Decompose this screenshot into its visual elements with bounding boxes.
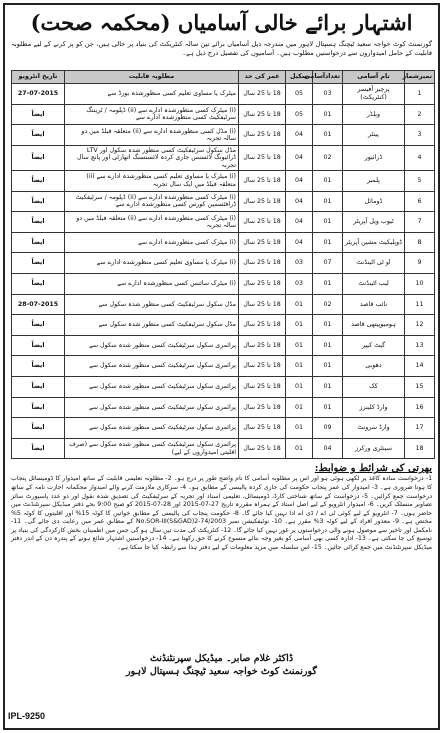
table-row <box>12 418 435 439</box>
row-qualification: (i) میٹرک یا مساوی تعلیم کسی منظورشدہ ادارے سے (ii) متعلقہ فیلڈ میں ایک سال تجربہ <box>65 171 239 192</box>
row-scale: 01 <box>286 294 313 315</box>
ipl-code: IPL-9250 <box>8 711 46 721</box>
row-post: پینٹر <box>343 125 405 146</box>
row-age: 18 تا 25 سال <box>239 418 286 439</box>
row-serial: 6 <box>405 191 435 212</box>
row-count: 01 <box>313 171 343 192</box>
row-qualification: پرائمری سکول سرٹیفکیٹ کسی منظور شدہ سکول سے <box>65 418 239 439</box>
row-qualification: (i) میٹرک سائنس کسی منظورشدہ ادارے سے <box>65 273 239 294</box>
table-row <box>12 397 435 418</box>
row-serial: 16 <box>405 397 435 418</box>
row-post: وارڈ سرونٹ <box>343 418 405 439</box>
row-age: 18 تا 25 سال <box>239 356 286 377</box>
row-qualification: مڈل سکول سرٹیفکیٹ کسی منظور شدہ سکول اور LTV ڈرائیونگ لائسنس جاری کردہ لائسنسنگ اتھارٹی اور پانچ سال تجربہ <box>65 145 239 170</box>
row-serial: 5 <box>405 171 435 192</box>
row-qualification: (i) میٹرک یا مساوی تعلیم کسی منظورشدہ ادارے سے <box>65 253 239 274</box>
row-serial: 8 <box>405 232 435 253</box>
row-post: ویلڈر <box>343 104 405 125</box>
row-interview-date: ایضاً <box>12 212 65 233</box>
row-age: 18 تا 25 سال <box>239 84 286 105</box>
row-count: 01 <box>313 376 343 397</box>
row-post: لیب اٹینڈنٹ <box>343 273 405 294</box>
row-interview-date: ایضاً <box>12 232 65 253</box>
row-serial: 4 <box>405 145 435 170</box>
table-row <box>12 191 435 212</box>
row-qualification: پرائمری سکول سرٹیفکیٹ کسی منظور شدہ سکول سے <box>65 376 239 397</box>
row-post: پلمبر <box>343 171 405 192</box>
row-serial: 9 <box>405 253 435 274</box>
table-row <box>12 145 435 170</box>
row-qualification: پرائمری سکول سرٹیفکیٹ کسی منظور شدہ سکول سے (صرف اقلیتی امیدواروں کے لیے) <box>65 438 239 459</box>
row-qualification: (i) میٹرک کسی منظورشدہ ادارے سے (ii) ڈپلومہ / ٹریننگ سرٹیفکیٹ کسی منظورشدہ ادارے سے <box>65 104 239 125</box>
row-post: نائب قاصد <box>343 294 405 315</box>
table-row <box>12 273 435 294</box>
header-age: عمر کی حد <box>239 71 286 84</box>
row-serial: 2 <box>405 104 435 125</box>
row-count: 09 <box>313 418 343 439</box>
row-post: ہومیوپیتھی قاصد <box>343 315 405 336</box>
row-qualification: (i) میٹرک کسی منظورشدہ ادارے سے (ii) متعلقہ فیلڈ میں دو سالہ تجربہ <box>65 212 239 233</box>
signature-name: ڈاکٹر غلام صابر۔ میڈیکل سپرنٹنڈنٹ <box>149 653 294 665</box>
row-scale: 01 <box>286 418 313 439</box>
row-interview-date: ایضاً <box>12 145 65 170</box>
row-interview-date: 27-07-2015 <box>12 84 65 105</box>
row-count: 04 <box>313 438 343 459</box>
row-qualification: مڈل سکول سرٹیفکیٹ کسی منظور شدہ سکول سے <box>65 315 239 336</box>
row-age: 18 تا 25 سال <box>239 397 286 418</box>
row-age: 18 تا 25 سال <box>239 315 286 336</box>
row-count: 01 <box>313 191 343 212</box>
row-age: 18 تا 25 سال <box>239 438 286 459</box>
row-serial: 13 <box>405 335 435 356</box>
row-count: 01 <box>313 356 343 377</box>
row-qualification: (i) میٹرک کسی منظورشدہ ادارے سے (ii) ڈپلومہ / سرٹیفکیٹ ڈرافٹسمین کورس کسی منظورشدہ ادارے سے <box>65 191 239 212</box>
table-row <box>12 253 435 274</box>
row-age: 18 تا 25 سال <box>239 232 286 253</box>
row-count: 02 <box>313 145 343 170</box>
row-age: 18 تا 25 سال <box>239 376 286 397</box>
row-post: ٹیوب ویل آپریٹر <box>343 212 405 233</box>
row-qualification: مڈل سکول سرٹیفکیٹ کسی منظور شدہ سکول سے <box>65 294 239 315</box>
row-scale: 01 <box>286 397 313 418</box>
vacancies-table <box>11 70 435 459</box>
row-interview-date: ایضاً <box>12 253 65 274</box>
row-scale: 01 <box>286 356 313 377</box>
row-scale: 01 <box>286 438 313 459</box>
row-age: 18 تا 25 سال <box>239 273 286 294</box>
row-serial: 17 <box>405 418 435 439</box>
row-interview-date: ایضاً <box>12 104 65 125</box>
table-row <box>12 84 435 105</box>
row-age: 18 تا 25 سال <box>239 294 286 315</box>
row-interview-date: ایضاً <box>12 438 65 459</box>
row-qualification: پرائمری سکول سرٹیفکیٹ کسی منظور شدہ سکول سے <box>65 356 239 377</box>
terms-title: بھرتی کی شرائط و ضوابط: <box>314 463 432 475</box>
table-row <box>12 438 435 459</box>
row-interview-date: ایضاً <box>12 171 65 192</box>
terms-text: 1- درخواست سادہ کاغذ پر لکھی ہوئی ہو اور اس پر مطلوبہ آسامی کا نام واضح طور پر درج ہو۔ 2- مطلوبہ تعلیمی قابلیت کے ساتھ امیدوار کا ڈومیسائل پنجاب کا ہونا ضروری ہے۔ 3- امیدوار کی عمر پنجاب حکومت کی جاری کردہ پالیسی کے مطابق ہو۔ 4- سرکاری ملازمت کرنے والے امیدوار محکمانہ اجازت نامہ کے ساتھ درخواست جمع کرائیں۔ 5- درخواست کے ساتھ شناختی کارڈ، ڈومیسائل، تعلیمی اسناد اور تجربہ کے سرٹیفکیٹ کی تصدیق شدہ نقول اور دو عدد پاسپورٹ سائز تصاویر منسلک کریں۔ 6- امیدوار انٹرویو کے لیے اصل اسناد کے ہمراہ مقررہ تاریخ 27-07-2015 اور 28-07-2015 کو صبح 9:00 بجے دفتر میڈیکل سپرنٹنڈنٹ میں حاضر ہوں۔ 7- انٹرویو کے لیے کوئی ٹی اے / ڈی اے ادا نہیں کیا جائے گا۔ 8- حکومت پنجاب کی پالیسی کے مطابق خواتین کا کوٹہ 15% اور اقلیتوں کا کوٹہ 5% مختص ہے۔ 9- معذور افراد کے لیے کوٹہ 3% مقرر ہے۔ 10- نوٹیفکیشن نمبر No.SOR-III(S&GAD)2-74/2003 کے مطابق عمر میں رعایت دی جائے گی۔ 11- نامکمل اور تاخیر سے موصول ہونے والی درخواستوں پر غور نہیں کیا جائے گا۔ 12- کنٹریکٹ کی مدت تین سال ہو گی جس میں اطمینان بخش کارکردگی کی بنیاد پر توسیع کی جا سکتی ہے۔ 13- ادارہ کسی بھی آسامی کو بغیر وجہ بتائے منسوخ کرنے کا حق رکھتا ہے۔ 14- درخواستیں اشتہار شائع ہونے کے پندرہ دن کے اندر دفتر میڈیکل سپرنٹنڈنٹ میں جمع کرائی جائیں۔ 15- اس سلسلہ میں مزید معلومات کے لیے دفتر ہذا سے رابطہ کیا جا سکتا ہے۔ <box>11 475 432 552</box>
row-qualification: (i) مڈل کسی منظورشدہ ادارے سے (ii) متعلقہ فیلڈ میں دو سالہ تجربہ <box>65 125 239 146</box>
row-count: 01 <box>313 397 343 418</box>
table-row <box>12 212 435 233</box>
row-age: 18 تا 25 سال <box>239 104 286 125</box>
row-scale: 04 <box>286 212 313 233</box>
row-post: گیٹ کیپر <box>343 335 405 356</box>
header-scale: سکیل <box>286 71 313 84</box>
row-interview-date: ایضاً <box>12 376 65 397</box>
header-serial: نمبرشمار <box>405 71 435 84</box>
row-serial: 1 <box>405 84 435 105</box>
row-interview-date: ایضاً <box>12 125 65 146</box>
row-post: ڈرائیور <box>343 145 405 170</box>
row-scale: 04 <box>286 125 313 146</box>
table-row <box>12 335 435 356</box>
header-qualification: مطلوبہ قابلیت <box>65 71 239 84</box>
row-scale: 01 <box>286 376 313 397</box>
row-count: 01 <box>313 125 343 146</box>
row-post: دھوبی <box>343 356 405 377</box>
table-row <box>12 104 435 125</box>
row-qualification: (i) میٹرک کسی منظورشدہ ادارے سے <box>65 232 239 253</box>
row-scale: 01 <box>286 315 313 336</box>
row-serial: 3 <box>405 125 435 146</box>
row-count: 01 <box>313 212 343 233</box>
table-row <box>12 232 435 253</box>
row-interview-date: ایضاً <box>12 418 65 439</box>
row-serial: 11 <box>405 294 435 315</box>
row-serial: 12 <box>405 315 435 336</box>
table-row <box>12 294 435 315</box>
row-count: 01 <box>313 273 343 294</box>
signature-block <box>11 652 432 678</box>
row-post: او ٹی اٹینڈنٹ <box>343 253 405 274</box>
row-serial: 14 <box>405 356 435 377</box>
row-scale: 03 <box>286 273 313 294</box>
row-post: سینٹری ورکرز <box>343 438 405 459</box>
row-age: 18 تا 25 سال <box>239 212 286 233</box>
row-count: 01 <box>313 104 343 125</box>
row-interview-date: ایضاً <box>12 191 65 212</box>
table-header-row <box>12 71 435 84</box>
table-row <box>12 171 435 192</box>
row-interview-date: ایضاً <box>12 397 65 418</box>
row-scale: 04 <box>286 191 313 212</box>
row-qualification: پرائمری سکول سرٹیفکیٹ کسی منظور شدہ سکول سے <box>65 335 239 356</box>
row-post: ڈوپلیکیٹ مشین آپریٹر <box>343 232 405 253</box>
row-qualification: پرائمری سکول سرٹیفکیٹ کسی منظور شدہ سکول سے <box>65 397 239 418</box>
row-count: 01 <box>313 232 343 253</box>
header-post: نام آسامی <box>343 71 405 84</box>
row-age: 18 تا 25 سال <box>239 191 286 212</box>
row-post: ڈومائل <box>343 191 405 212</box>
row-scale: 04 <box>286 145 313 170</box>
ad-title: اشتہار برائے خالی آسامیاں (محکمہ صحت) <box>30 10 413 35</box>
row-count: 01 <box>313 335 343 356</box>
table-row <box>12 315 435 336</box>
row-interview-date: ایضاً <box>12 356 65 377</box>
table-row <box>12 376 435 397</box>
advertisement <box>3 3 440 730</box>
row-interview-date: ایضاً <box>12 315 65 336</box>
table-row <box>12 125 435 146</box>
row-age: 18 تا 25 سال <box>239 125 286 146</box>
row-scale: 04 <box>286 171 313 192</box>
row-interview-date: 28-07-2015 <box>12 294 65 315</box>
row-scale: 03 <box>286 253 313 274</box>
row-scale: 05 <box>286 104 313 125</box>
row-scale: 01 <box>286 335 313 356</box>
row-interview-date: ایضاً <box>12 273 65 294</box>
row-post: کک <box>343 376 405 397</box>
row-count: 07 <box>313 253 343 274</box>
row-age: 18 تا 25 سال <box>239 253 286 274</box>
row-serial: 10 <box>405 273 435 294</box>
row-qualification: میٹرک یا مساوی تعلیم کسی منظورشدہ بورڈ سے <box>65 84 239 105</box>
row-post: وارڈ کلینرز <box>343 397 405 418</box>
row-age: 18 تا 25 سال <box>239 171 286 192</box>
table-row <box>12 356 435 377</box>
header-count: تعدادآسامی <box>313 71 343 84</box>
row-post: پرچیز آفیسر (کنٹریکٹ) <box>343 84 405 105</box>
row-age: 18 تا 25 سال <box>239 335 286 356</box>
row-count: 02 <box>313 294 343 315</box>
row-scale: 05 <box>286 84 313 105</box>
row-serial: 15 <box>405 376 435 397</box>
row-scale: 04 <box>286 232 313 253</box>
row-count: 03 <box>313 84 343 105</box>
row-count: 01 <box>313 315 343 336</box>
signature-org: گورنمنٹ کوٹ خواجہ سعید ٹیچنگ ہسپتال لاہور <box>126 666 317 678</box>
header-interview-date: تاریخ انٹرویو <box>12 71 65 84</box>
row-age: 18 تا 25 سال <box>239 145 286 170</box>
row-serial: 7 <box>405 212 435 233</box>
ad-intro: گورنمنٹ کوٹ خواجہ سعید ٹیچنگ ہسپتال لاہور میں مندرجہ ذیل آسامیاں برائے تین سالہ کنٹریکٹ کی بنیاد پر خالی ہیں، جن کو پر کرنے کے لیے مطلوبہ قابلیت کے حامل امیدواروں سے درخواستیں مطلوب ہیں۔ آسامیوں کی تفصیل درج ذیل ہے۔ <box>11 40 432 57</box>
row-serial: 18 <box>405 438 435 459</box>
row-interview-date: ایضاً <box>12 335 65 356</box>
